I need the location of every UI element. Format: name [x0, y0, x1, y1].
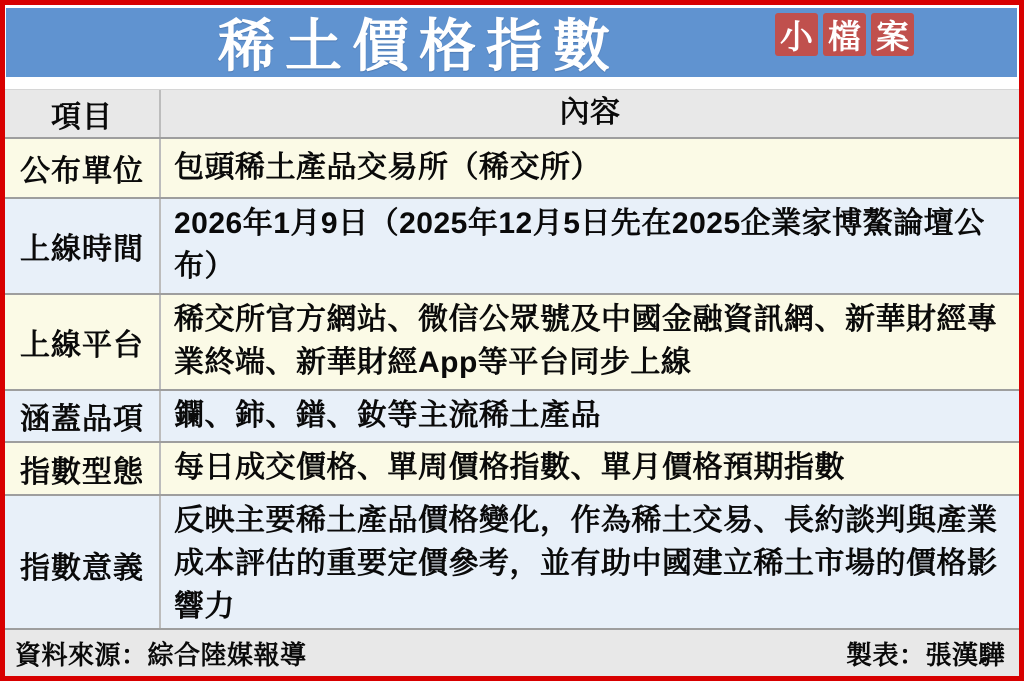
row-label: 涵蓋品項: [5, 391, 161, 442]
table-row: [5, 389, 1019, 442]
row-content: 每日成交價格、單周價格指數、單月價格預期指數: [174, 451, 845, 485]
badge-char: 小: [775, 13, 818, 56]
footer: [5, 628, 1019, 676]
row-content: 包頭稀土產品交易所（稀交所）: [174, 150, 601, 184]
masthead: [6, 8, 1017, 77]
badge-char: 案: [871, 13, 914, 56]
row-content: 2026年1月9日（2025年12月5日先在2025企業家博鰲論壇公布）: [174, 207, 985, 283]
page-title: 稀土價格指數: [218, 13, 620, 78]
row-label: 上線時間: [5, 199, 161, 293]
row-label: 指數型態: [5, 443, 161, 494]
row-content: 鑭、鈰、鐠、釹等主流稀土產品: [174, 398, 601, 432]
row-content: 稀交所官方網站、微信公眾號及中國金融資訊網、新華財經專業終端、新華財經App等平台同步上線: [174, 302, 998, 379]
row-label: 指數意義: [5, 496, 161, 633]
row-content: 反映主要稀土產品價格變化，作為稀土交易、長約談判與產業成本評估的重要定價參考，並有助中國建立稀土市場的價格影響力: [174, 504, 998, 624]
column-header-content: 內容: [559, 96, 621, 130]
table-header-row: [5, 90, 1019, 137]
source-credit: 資料來源：綜合陸媒報導: [15, 639, 307, 670]
table-row: [5, 441, 1019, 494]
table-row: [5, 293, 1019, 389]
row-label: 公布單位: [5, 139, 161, 197]
column-header-item: 項目: [5, 90, 161, 137]
fact-file-badge: [775, 13, 914, 56]
author-credit: 製表：張漢驊: [845, 639, 1005, 670]
info-table: [5, 89, 1019, 633]
badge-char: 檔: [823, 13, 866, 56]
table-row: [5, 494, 1019, 633]
table-row: [5, 137, 1019, 197]
table-row: [5, 197, 1019, 293]
row-label: 上線平台: [5, 295, 161, 389]
